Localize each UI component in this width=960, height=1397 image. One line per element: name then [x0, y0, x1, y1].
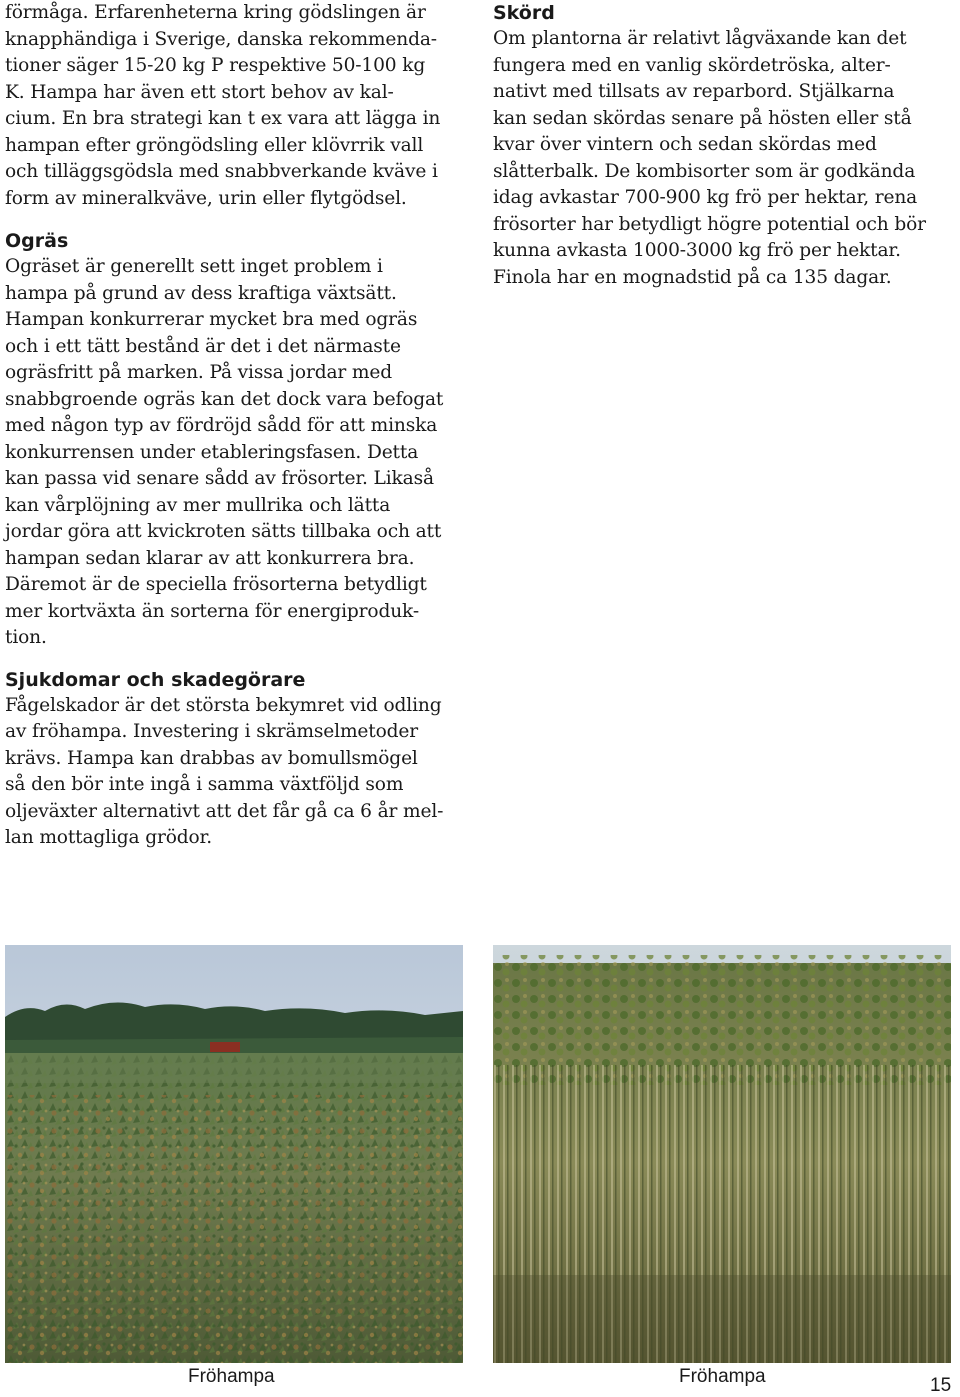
text-line: ogräsfritt på marken. På vissa jordar med	[5, 362, 392, 383]
text-line: förmåga. Erfarenheterna kring gödslingen är	[5, 2, 426, 23]
text-line: kvar över vintern och sedan skördas med	[493, 134, 877, 155]
text-line: lan mottagliga grödor.	[5, 827, 213, 848]
text-line: Däremot är de speciella frösorterna betydligt	[5, 574, 427, 595]
text-line: Finola har en mognadstid på ca 135 dagar.	[493, 266, 892, 288]
section-sjukdomar	[5, 667, 473, 852]
text-line: och i ett tätt bestånd är det i det närmaste	[5, 335, 401, 357]
hemp-field-photo	[5, 945, 463, 1363]
text-line: tion.	[5, 627, 47, 648]
section-heading: Skörd	[493, 2, 555, 24]
hemp-stalks-photo	[493, 945, 951, 1363]
text-line: K. Hampa har även ett stort behov av kal-	[5, 81, 394, 103]
text-line: cium. En bra strategi kan t ex vara att lägga in	[5, 108, 441, 129]
text-line: så den bör inte ingå i samma växtföljd som	[5, 774, 404, 795]
text-line: kan sedan skördas senare på hösten eller stå	[493, 107, 912, 129]
text-line: snabbgroende ogräs kan det dock vara befogat	[5, 388, 444, 410]
text-line: frösorter har betydligt högre potential och bör	[493, 213, 926, 235]
section-ogras	[5, 228, 473, 652]
text-line: tioner säger 15-20 kg P respektive 50-100 kg	[5, 55, 426, 76]
text-line: med någon typ av fördröjd sådd för att minska	[5, 415, 438, 436]
text-line: hampan sedan klarar av att konkurrera bra.	[5, 547, 415, 569]
text-line: kan passa vid senare sådd av frösorter. Likaså	[5, 468, 434, 489]
text-line: Hampan konkurrerar mycket bra med ogräs	[5, 309, 418, 330]
text-line: oljeväxter alternativt att det får gå ca 6 år mel-	[5, 800, 444, 822]
text-line: hampan efter gröngödsling eller klövrrik vall	[5, 134, 424, 156]
section-heading: Sjukdomar och skadegörare	[5, 668, 306, 691]
text-line: konkurrensen under etableringsfasen. Detta	[5, 441, 419, 463]
text-line: mer kortväxta än sorterna för energiproduk-	[5, 600, 419, 622]
text-line: form av mineralkväve, urin eller flytgödsel.	[5, 187, 407, 209]
text-line: krävs. Hampa kan drabbas av bomullsmögel	[5, 747, 418, 769]
left-column	[5, 0, 473, 852]
text-line: idag avkastar 700-900 kg frö per hektar, rena	[493, 187, 918, 208]
text-line: och tilläggsgödsla med snabbverkande kväve i	[5, 161, 438, 182]
page-number: 15	[930, 1375, 952, 1396]
text-line: Ogräset är generellt sett inget problem i	[5, 256, 383, 277]
text-line: Fågelskador är det största bekymret vid odling	[5, 694, 442, 716]
text-line: hampa på grund av dess kraftiga växtsätt.	[5, 282, 397, 304]
text-line: slåtterbalk. De kombisorter som är godkända	[493, 160, 916, 182]
figure-caption: Fröhampa	[679, 1366, 766, 1387]
text-line: knapphändiga i Sverige, danska rekommenda-	[5, 28, 437, 50]
section-heading: Ogräs	[5, 230, 69, 252]
text-line: kunna avkasta 1000-3000 kg frö per hektar.	[493, 240, 901, 261]
text-line: av fröhampa. Investering i skrämselmetoder	[5, 721, 418, 742]
intro-paragraph	[5, 0, 473, 212]
text-line: kan vårplöjning av mer mullrika och lätta	[5, 494, 391, 516]
section-skord	[493, 0, 955, 291]
text-line: Om plantorna är relativt lågväxande kan det	[493, 28, 907, 49]
text-line: fungera med en vanlig skördetröska, alter-	[493, 54, 891, 76]
text-line: jordar göra att kvickroten sätts tillbaka och att	[5, 521, 442, 542]
text-line: nativt med tillsats av reparbord. Stjälkarna	[493, 81, 895, 102]
right-column	[493, 0, 955, 291]
figure-caption: Fröhampa	[188, 1366, 275, 1387]
